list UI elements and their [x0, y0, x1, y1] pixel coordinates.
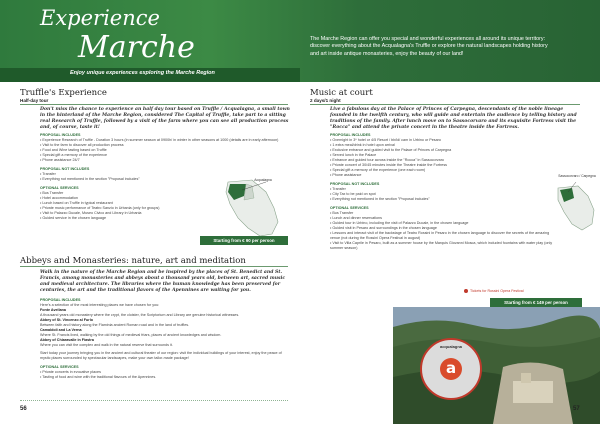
acqualagna-seal	[420, 338, 482, 400]
abbeys-optional-heading: OPTIONAL SERVICES	[40, 365, 79, 369]
left-bottom-rule	[20, 400, 288, 401]
place-desc: Where you can visit the complex and walk in the natural reserve that surrounds it.	[40, 343, 173, 347]
truffle-title: Truffle's Experience	[20, 88, 107, 98]
truffle-price-badge: Starting from € 90 per person	[200, 236, 288, 245]
place-desc: A thousand years old monastery where the crypt, the cloister, the Scriptorium and Library are genuine historical witnesses.	[40, 313, 240, 317]
abbeys-proposal-intro: Here's a selection of the most interesting places we have chosen for you:	[40, 303, 160, 307]
landscape-photo	[393, 307, 600, 424]
abbeys-optional-item: • Private concerts in evocative places	[40, 370, 101, 374]
music-notincl-item: • Transfer	[330, 187, 346, 191]
music-optional-item: • Visit to Villa Caprile in Pesaro, built as a summer house by the Marquis Giovanni Mosca, which included fountains with water play (only summer season)	[330, 241, 553, 250]
abbeys-proposal-heading: PROPOSAL INCLUDES	[40, 298, 81, 302]
music-price-badge: Starting from € 149 per person	[490, 298, 582, 307]
truffle-optional-item: • Guided service in the chosen language	[40, 216, 107, 220]
festival-sticker	[464, 289, 524, 293]
abbeys-rule	[20, 266, 288, 267]
truffle-optional-item: • Lunch based on Truffle in typical restaurant	[40, 201, 113, 205]
abbeys-lead: Walk in the nature of the Marche Region and be inspired by the places of St. Benedict and St. Francis, among monasteries and abbeys about a thousand years old, between art, sacred music and medieval architecture. The libraries where the human knowledge has been preserved for centuries, the art and the traditional flavors of the Apennines are waiting for you.	[40, 270, 286, 293]
truffle-region-map	[222, 178, 280, 238]
abbeys-optional-item: • Tasting of food and wine with the traditional flavours of the Apennines.	[40, 375, 157, 379]
title-line-2: Marche	[78, 30, 195, 65]
music-map-label: Sassocorvaro / Carpegna	[558, 174, 596, 178]
truffle-optional-heading: OPTIONAL SERVICES	[40, 186, 79, 190]
music-notincl-heading: PROPOSAL NOT INCLUDES	[330, 182, 380, 186]
abbeys-extra: Start today your journey bringing you in the ancient and cultural theater of our region: visit the individual buildings of your interest, enjoy the peace of mystic places surrounded by spectacular landscapes, make your own tailor-made package!	[40, 351, 282, 360]
abbeys-details	[40, 296, 290, 380]
seal-text: acqualagna	[439, 344, 462, 349]
truffle-proposal-item: • Experience Research of Truffle - Duration 3 hours (in summer season at 0900h/ in winter in other seasons at 1000 (details are in early afternoon)	[40, 138, 279, 142]
music-subtitle: 2 days/1 night	[310, 98, 341, 103]
truffle-optional-item: • Bus Transfer	[40, 191, 64, 195]
abbeys-title: Abbeys and Monasteries: nature, art and meditation	[20, 256, 246, 266]
seal-letter: a	[440, 358, 462, 380]
page-number-left: 56	[20, 406, 27, 412]
place-desc: Where St. Francis lived, walking by the old things of medieval friars, places of ancient knowledges and wisdom.	[40, 333, 222, 337]
place-name: Abbey of Chiaravalle in Fiastra	[40, 338, 94, 342]
music-optional-item: • Bus Transfer	[330, 211, 354, 215]
music-proposal-item: • Served lunch in the Palace	[330, 153, 377, 157]
truffle-proposal-heading: PROPOSAL INCLUDES	[40, 133, 81, 137]
truffle-proposal-item: • Visit to the farm to discover all production process	[40, 143, 124, 147]
music-details	[330, 131, 555, 251]
header-intro: The Marche Region can offer you special and wonderful experiences all around its unique territory: discover everything about the Acqualagna's Truffle or explore the natural landscapes holding history and art inside antique monasteries, enjoy the beauty of our land!	[310, 36, 548, 57]
music-optional-item: • Guided visit in Pesaro and surroundings in the chosen language	[330, 226, 437, 230]
truffle-proposal-item: • Phone assistance 24/7	[40, 158, 80, 162]
truffle-notincl-heading: PROPOSAL NOT INCLUDES	[40, 167, 90, 171]
music-proposal-item: • Overnight in 3* hotel or 4/5 Resort / bb/ld/ cam in Urbino or Pesaro	[330, 138, 441, 142]
truffle-map-label: Acqualagna	[254, 178, 272, 182]
music-optional-item: • Lessons and interact visit of the backstage of Teatro Rossini in Pesaro in the chosen language to discover the secrets of the amazing venue (not during the Rossini Opera Festival in august)	[330, 231, 550, 240]
music-title: Music at court	[310, 88, 373, 98]
truffle-notincl-item: • Everything not mentioned in the section "Proposal includes"	[40, 177, 140, 181]
truffle-notincl-item: • Transfer	[40, 172, 56, 176]
music-proposal-item: • Phone assistance	[330, 173, 362, 177]
music-proposal-item: • Private concert of 30/45 minutes inside the Theatre inside the Fortress	[330, 163, 448, 167]
truffle-optional-item: • Private music performance of Teatro Sanzio in Urbania (only for groups)	[40, 206, 160, 210]
festival-dot-icon	[464, 289, 468, 293]
festival-sticker-text: Tickets for Rossini Opera Festival	[470, 289, 524, 293]
music-proposal-item: • Exclusive entrance and guided visit to the Palace of Princes of Carpegna	[330, 148, 452, 152]
truffle-rule	[20, 104, 288, 105]
place-desc: Between faith and history along the Flaminia ancient Roman road and in the land of truffles.	[40, 323, 190, 327]
truffle-proposal-item: • Special gift a memory of the experience	[40, 153, 108, 157]
truffle-proposal-item: • Food and Wine tasting based on Truffle	[40, 148, 107, 152]
music-proposal-item: • Special gift a memory of the experience (one each room)	[330, 168, 426, 172]
music-notincl-item: • City Tax to be paid on spot	[330, 192, 376, 196]
music-notincl-item: • Everything not mentioned in the section "Proposal includes"	[330, 197, 430, 201]
music-optional-item: • Guided tour in Urbino, including the visit of Palazzo Ducale, in the chosen language	[330, 221, 469, 225]
music-lead: Live a fabulous day at the Palace of Princes of Carpegna, descendants of the noble lineage founded in the twelfth century, who will guide and entertain the audience by telling history and traditions of the family. After lunch move on to Sassocorvaro and its exquisite Fortress visit the "Rocca" and attend the private concert in the theatre inside the Fortress.	[330, 107, 577, 130]
music-proposal-heading: PROPOSAL INCLUDES	[330, 133, 371, 137]
header-banner	[0, 0, 600, 82]
header-subtitle: Enjoy unique experiences exploring the Marche Region	[70, 70, 215, 76]
place-name: Fonte Avellana	[40, 308, 66, 312]
music-proposal-item: • 1 extra meal/drink in hotel upon arrival	[330, 143, 395, 147]
truffle-subtitle: Half-day tour	[20, 98, 49, 103]
music-optional-heading: OPTIONAL SERVICES	[330, 206, 369, 210]
music-rule	[310, 104, 580, 105]
place-name: Camaldoli and La Verna	[40, 328, 82, 332]
truffle-optional-item: • Visit to Palazzo Ducale, Museo Civico and Library in Urbania	[40, 211, 142, 215]
truffle-optional-item: • Hotel accommodation	[40, 196, 78, 200]
place-name: Abbey of St. Vincenzo al Furlo	[40, 318, 93, 322]
page-number-right: 57	[573, 406, 580, 412]
truffle-lead: Don't miss the chance to experience an half day tour based on Truffle / Acqualagna, a small town in the hinterland of the Marche Region, considered The Capital of Truffle, take part to a sitting real Research of Truffle, followed by a visit of the farm where you can see all production process and, of course, taste it!	[40, 107, 290, 130]
music-optional-item: • Lunch and dinner reservations	[330, 216, 382, 220]
title-line-1: Experience	[40, 6, 160, 30]
music-region-map	[554, 182, 598, 232]
music-proposal-item: • Entrance and guided tour across inside the "Rocca" in Sassocorvaro	[330, 158, 444, 162]
